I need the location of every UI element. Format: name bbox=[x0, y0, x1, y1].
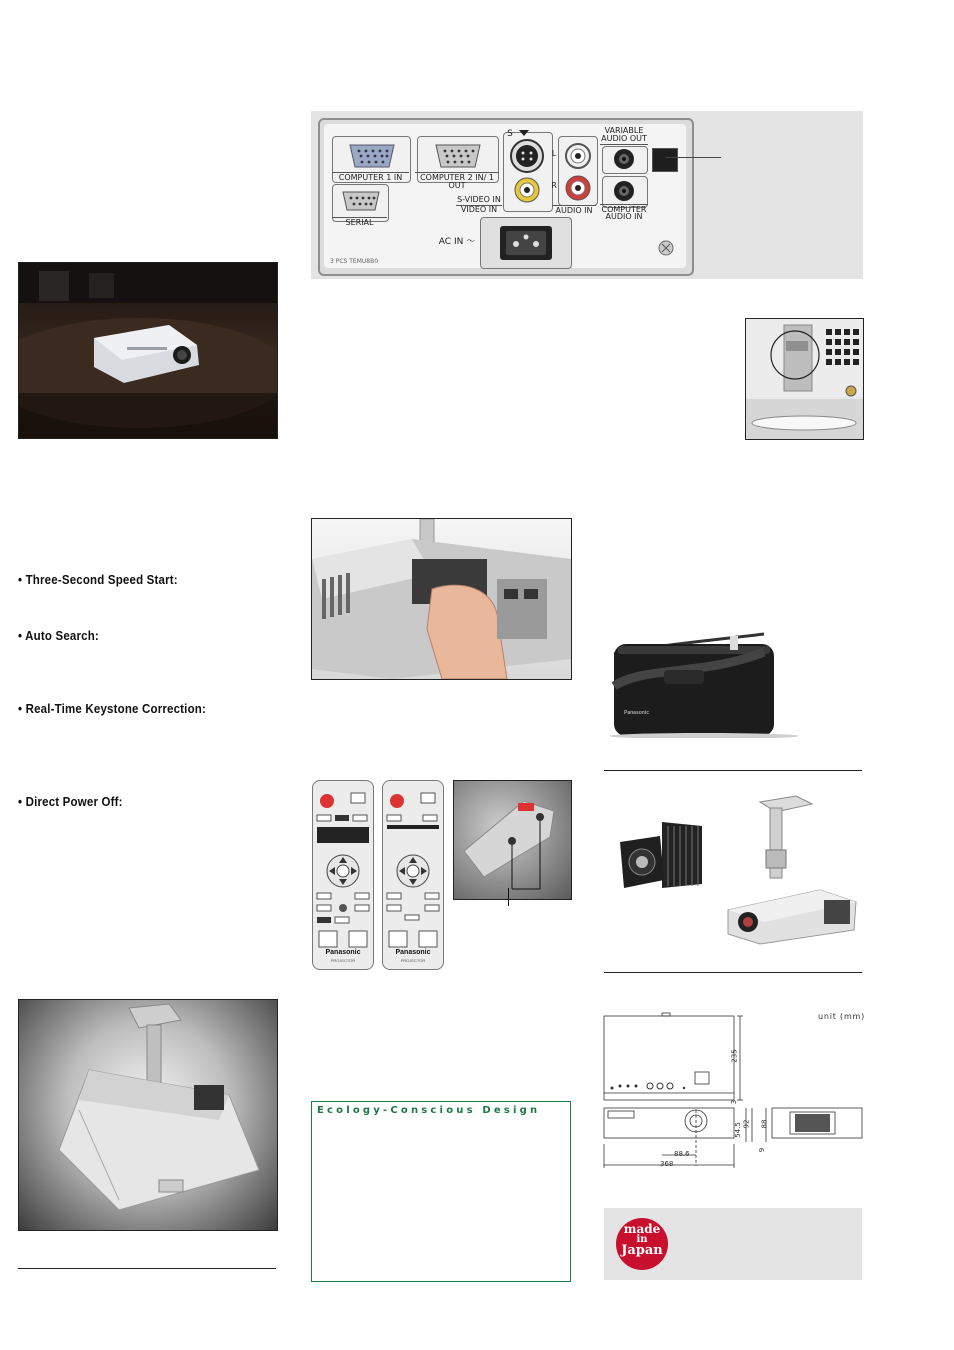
video-label: VIDEO IN bbox=[460, 205, 498, 214]
svideo-jack-icon bbox=[509, 138, 545, 174]
dim-lens-offset: 88.6 bbox=[674, 1150, 690, 1158]
computer-audio-jack-icon bbox=[612, 179, 636, 203]
dim-width: 368 bbox=[660, 1160, 674, 1168]
audio-out-jack-icon bbox=[612, 148, 636, 170]
in-label: in bbox=[636, 1234, 648, 1245]
computer-label: COMPUTER bbox=[601, 205, 647, 214]
computer2-label: COMPUTER 2 IN/ 1 OUT bbox=[415, 172, 499, 190]
serial-port-icon bbox=[341, 190, 381, 212]
video-jack-icon bbox=[513, 176, 541, 204]
remote-detail-leader bbox=[508, 888, 509, 906]
r-label: R bbox=[551, 181, 557, 190]
ecology-box bbox=[311, 1101, 571, 1282]
vga-port-icon bbox=[433, 143, 483, 169]
l-label: L bbox=[551, 149, 557, 158]
made-label: made bbox=[623, 1222, 661, 1236]
svideo-label: S-VIDEO IN bbox=[457, 195, 501, 204]
ceiling-bracket-photo bbox=[720, 794, 860, 946]
screw-icon bbox=[656, 238, 676, 258]
serial-label: SERIAL bbox=[332, 217, 387, 227]
dim-height2: 88 bbox=[760, 1119, 769, 1129]
dimension-drawing bbox=[600, 1008, 870, 1173]
dim-height: 92 bbox=[742, 1119, 751, 1129]
accessories-bottom-rule bbox=[604, 972, 862, 973]
vga-port-icon bbox=[347, 143, 397, 169]
unit-label: unit (mm) bbox=[818, 1012, 866, 1021]
security-slot-leader-line bbox=[666, 157, 721, 158]
model-label: 3 PCS TEMU8B0 bbox=[330, 258, 379, 265]
ac-in-label: AC IN ～ bbox=[438, 237, 476, 247]
remote-sub: PROJECTOR bbox=[400, 958, 426, 963]
audio-out-label: AUDIO OUT bbox=[601, 134, 647, 143]
carrying-bag-photo bbox=[604, 626, 804, 738]
bullet-keystone: • Real-Time Keystone Correction: bbox=[18, 702, 206, 716]
dim-gap: 3 bbox=[730, 1099, 739, 1105]
bag-brand-label: Panasonic bbox=[624, 710, 650, 716]
security-slot-detail-photo bbox=[745, 318, 864, 440]
remote-sub: PROJECTOR bbox=[330, 958, 356, 963]
dim-lens-height: 54.5 bbox=[733, 1122, 742, 1138]
dim-foot: 9 bbox=[758, 1147, 767, 1153]
audio-in-label: AUDIO IN bbox=[552, 205, 596, 215]
replacement-lamp-photo bbox=[614, 818, 706, 894]
ecology-title: Ecology-Conscious Design bbox=[317, 1105, 541, 1116]
bullet-auto-search: • Auto Search: bbox=[18, 629, 99, 643]
remote-brand: Panasonic bbox=[395, 949, 431, 956]
audio-l-jack-icon bbox=[564, 142, 592, 170]
japan-label: Japan bbox=[621, 1243, 663, 1258]
dim-depth: 235 bbox=[730, 1049, 739, 1063]
lamp-replacement-photo bbox=[311, 518, 572, 680]
bullet-power-off: • Direct Power Off: bbox=[18, 795, 123, 809]
computer1-label: COMPUTER 1 IN bbox=[332, 172, 409, 182]
computer-audio-in-label: AUDIO IN bbox=[605, 212, 643, 221]
bullet-speed-start: • Three-Second Speed Start: bbox=[18, 573, 178, 587]
left-footer-rule bbox=[18, 1268, 276, 1269]
s-label: S bbox=[507, 129, 513, 139]
audio-r-jack-icon bbox=[564, 174, 592, 202]
ceiling-mount-photo bbox=[18, 999, 278, 1231]
projector-table-photo bbox=[18, 262, 278, 439]
remote-control-basic bbox=[382, 780, 444, 970]
remote-control-full bbox=[312, 780, 374, 970]
accessories-top-rule bbox=[604, 770, 862, 771]
made-in-japan-badge bbox=[616, 1218, 668, 1270]
triangle-icon bbox=[518, 129, 530, 137]
power-socket-icon bbox=[498, 224, 554, 262]
remote-detail-photo bbox=[453, 780, 572, 900]
security-slot bbox=[652, 148, 678, 172]
remote-brand: Panasonic bbox=[325, 949, 361, 956]
variable-label: VARIABLE bbox=[604, 126, 644, 135]
connector-panel bbox=[318, 118, 694, 276]
